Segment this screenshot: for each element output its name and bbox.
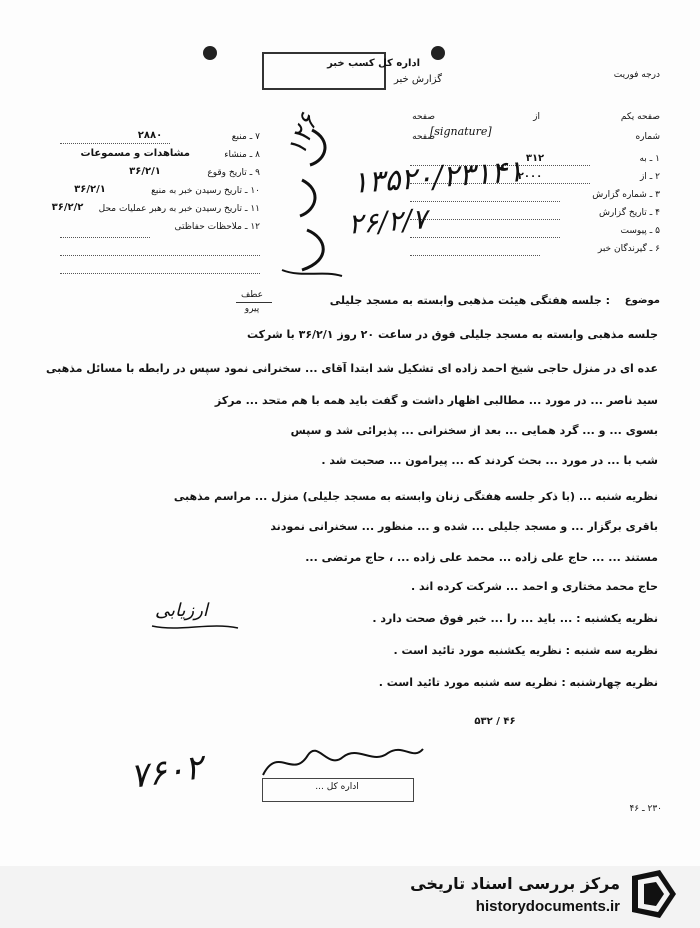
field-number-label: شماره	[635, 132, 660, 142]
field-security-label: ۱۲ ـ ملاحظات حفاظتی	[174, 222, 260, 232]
field-to-label: ۱ ـ به	[639, 154, 660, 164]
subject-text: : جلسه هفتگی هیئت مذهبی وابسته به مسجد جلیلی	[329, 294, 610, 307]
field-page-mid: از	[533, 112, 540, 122]
field-attachment-label: ۵ ـ پیوست	[620, 226, 660, 236]
form-code: ۲۳۰ ـ ۴۶	[629, 804, 662, 814]
body-line: نظریه چهارشنبه : نظریه سه شنبه مورد تائید است .	[378, 676, 658, 689]
body-line: مستند ... ... حاج علی زاده ... محمد علی زاده ... ، حاج مرتضی ...	[305, 551, 658, 564]
archive-logo-icon	[624, 866, 684, 922]
body-line: باقری برگزار ... و مسجد جلیلی ... شده و ... منظور ... سخنرانی نمودند	[270, 520, 658, 533]
field-date-ops-label: ۱۱ ـ تاریخ رسیدن خبر به رهبر عملیات محل	[98, 204, 260, 214]
field-origin-label: ۸ ـ منشاء	[224, 150, 260, 160]
handwritten-initials: ارزیابی	[155, 600, 208, 621]
body-line: عده ای در منزل حاجی شیخ احمد زاده ای تشکیل شد ابتدا آقای ... سخنرانی نمود سپس در رابطه با مسائل مذهبی	[46, 362, 658, 375]
stamp-line1: اداره کل کسب خبر	[327, 58, 420, 69]
body-line: حاج محمد مختاری و احمد ... شرکت کرده اند .	[410, 580, 658, 593]
body-line: نظریه سه شنبه : نظریه یکشنبه مورد تائید است .	[393, 644, 658, 657]
handwritten-marks: ۱۲۶	[281, 110, 325, 160]
body-line: جلسه مذهبی وابسته به مسجد جلیلی فوق در ساعت ۲۰ روز ۳۶/۲/۱ با شرکت	[246, 328, 658, 341]
footer-org-name: مرکز بررسی اسناد تاریخی	[410, 874, 620, 893]
field-to-value: ۳۱۲	[525, 153, 545, 164]
bottom-number: ۵۳۲ / ۴۶	[474, 716, 516, 727]
field-date-occur-label: ۹ ـ تاریخ وقوع	[207, 168, 260, 178]
subject-label: موضوع	[624, 295, 660, 306]
field-number-end: صفحه	[412, 132, 435, 142]
field-date-occur-value: ۳۶/۲/۱	[129, 166, 161, 177]
handwritten-scribble	[272, 120, 352, 280]
handwritten-field-number: [signature]	[430, 125, 492, 138]
urgency-label: درجه فوریت	[613, 70, 660, 80]
field-date-source-label: ۱۰ ـ تاریخ رسیدن خبر به منبع	[151, 186, 260, 196]
body-line: سید ناصر ... در مورد ... مطالبی اظهار داشت و گفت باید همه با هم متحد ... مرکز	[214, 394, 658, 407]
field-source-value: ۲۸۸۰	[137, 130, 163, 141]
field-report-date-label: ۴ ـ تاریخ گزارش	[598, 208, 660, 218]
body-line: شب با ... در مورد ... بحث کردند که ... پیرامون ... صحبت شد .	[321, 454, 658, 467]
subject-stamp-bottom: پیرو	[244, 304, 260, 314]
field-date-ops-value: ۳۶/۲/۲	[51, 202, 84, 213]
field-page-end: صفحه	[412, 112, 435, 122]
subject-stamp-top: عطف	[240, 290, 264, 300]
field-source-label: ۷ ـ منبع	[231, 132, 260, 142]
bottom-stamp-text: اداره کل ...	[315, 782, 359, 792]
field-origin-value: مشاهدات و مسموعات	[80, 148, 190, 159]
handwritten-number: ۱۳۵۲۰/۲۳۱۴۱	[350, 154, 525, 201]
body-line: نظریه شنبه ... (با ذکر جلسه هفتگی زنان وابسته به مسجد جلیلی) منزل ... مراسم مذهبی	[173, 490, 658, 503]
stamp-line2: گزارش خبر	[394, 74, 442, 85]
field-recipients-label: ۶ ـ گیرندگان خبر	[597, 244, 660, 254]
handwritten-date: ۲۶/۲/۷	[346, 202, 429, 241]
field-from-label: ۲ ـ از	[639, 172, 660, 182]
field-page-label: صفحه یکم	[620, 112, 660, 122]
punch-hole-left	[203, 46, 217, 60]
header-stamp	[262, 52, 494, 92]
field-from-value: ۲۰۰۰	[517, 171, 543, 182]
field-report-number-label: ۳ ـ شماره گزارش	[592, 190, 660, 200]
footer-website: historydocuments.ir	[475, 898, 620, 915]
field-date-source-value: ۳۶/۲/۱	[74, 184, 106, 195]
body-line: بسوی ... و ... گرد همایی ... بعد از سخنرانی ... پذیرائی شد و سپس	[290, 424, 658, 437]
handwritten-bottom-number: ۷۶۰۲	[127, 747, 206, 797]
body-line: نظریه یکشنبه : ... باید ... را ... خبر فوق صحت دارد .	[372, 612, 658, 625]
initials-underline	[150, 620, 240, 632]
